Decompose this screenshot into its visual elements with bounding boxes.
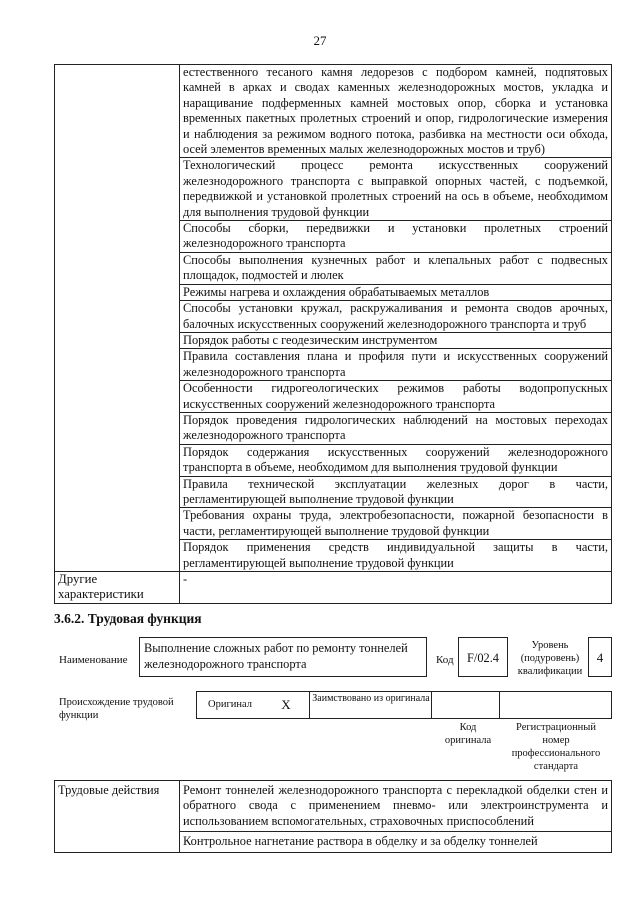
label-cell [55, 65, 180, 572]
name-label: Наименование [59, 654, 128, 666]
original-mark: X [263, 692, 310, 718]
knowledge-item: Порядок применения средств индивидуальной защиты в части, регламентирующей выполнение трудовой функции [180, 540, 612, 572]
knowledge-item: Правила составления плана и профиля пути и искусственных сооружений железнодорожного транспорта [180, 349, 612, 381]
knowledge-table [54, 64, 612, 604]
function-name-field: Выполнение сложных работ по ремонту тоннелей железнодорожного транспорта [139, 637, 427, 677]
knowledge-item: Требования охраны труда, электробезопасности, пожарной безопасности в части, регламентирующей выполнение трудовой функции [180, 508, 612, 540]
original-code-field [431, 691, 500, 719]
code-label: Код [436, 654, 454, 666]
labor-action-item: Ремонт тоннелей железнодорожного транспорта с перекладкой обделки стен и обратного свода с применением пневмо- или электроинструмента и использованием вспомогательных, страховочных приспособлений [180, 781, 612, 832]
qualification-level-label: Уровень (подуровень) квалификации [517, 640, 583, 677]
origin-box [196, 691, 432, 719]
table-row [55, 65, 612, 158]
other-characteristics-value: - [180, 572, 612, 604]
knowledge-item: Режимы нагрева и охлаждения обрабатываемых металлов [180, 284, 612, 300]
function-code-field: F/02.4 [458, 637, 508, 677]
registration-number-caption: Регистрационный номер профессионального стандарта [511, 722, 601, 772]
knowledge-item: Правила технической эксплуатации железных дорог в части, регламентирующей выполнение трудовой функции [180, 476, 612, 508]
knowledge-item: Технологический процесс ремонта искусственных сооружений железнодорожного транспорта с выправкой опорных частей, с подъемкой, передвижкой и установкой пролетных строений на ось в объеме, необходимом для выполнения трудовой функции [180, 158, 612, 221]
knowledge-item: естественного тесаного камня ледорезов с подбором камней, подпятовых камней в арках и сводах каменных железнодорожных мостов, укладка и наращивание подферменных камней мостовых опор, сборка и установка временных пакетных пролетных строений и опор, гидрологические измерения и наблюдения за режимом водного потока, разбивка на местности оси обхода, осей элементов временных малых железнодорожных мостов и труб) [180, 65, 612, 158]
knowledge-item: Способы выполнения кузнечных работ и клепальных работ с подвесных площадок, подмостей и люлек [180, 252, 612, 284]
table-row [55, 781, 612, 832]
page-number: 27 [313, 33, 327, 48]
other-characteristics-label: Другие характеристики [55, 572, 180, 604]
labor-action-item: Контрольное нагнетание раствора в обделку и за обделку тоннелей [180, 832, 612, 852]
labor-actions-table [54, 780, 612, 853]
knowledge-item: Особенности гидрогеологических режимов работы водопропускных искусственных сооружений железнодорожного транспорта [180, 381, 612, 413]
section-title: 3.6.2. Трудовая функция [54, 611, 202, 626]
knowledge-item: Способы сборки, передвижки и установки пролетных строений железнодорожного транспорта [180, 221, 612, 253]
original-code-caption: Код оригинала [444, 722, 492, 746]
qualification-level-field: 4 [588, 637, 612, 677]
knowledge-item: Порядок работы с геодезическим инструментом [180, 332, 612, 348]
registration-number-field [499, 691, 612, 719]
labor-actions-label: Трудовые действия [55, 781, 180, 853]
origin-label: Происхождение трудовой функции [59, 697, 174, 721]
original-label: Оригинал [208, 699, 252, 710]
knowledge-item: Порядок проведения гидрологических наблюдений на мостовых переходах железнодорожного транспорта [180, 412, 612, 444]
knowledge-item: Порядок содержания искусственных сооружений железнодорожного транспорта в объеме, необходимом для выполнения трудовой функции [180, 444, 612, 476]
knowledge-item: Способы установки кружал, раскружаливания и ремонта сводов арочных, балочных искусственных сооружений железнодорожного транспорта и труб [180, 301, 612, 333]
borrowed-label: Заимствовано из оригинала [312, 693, 430, 704]
table-row [55, 572, 612, 604]
